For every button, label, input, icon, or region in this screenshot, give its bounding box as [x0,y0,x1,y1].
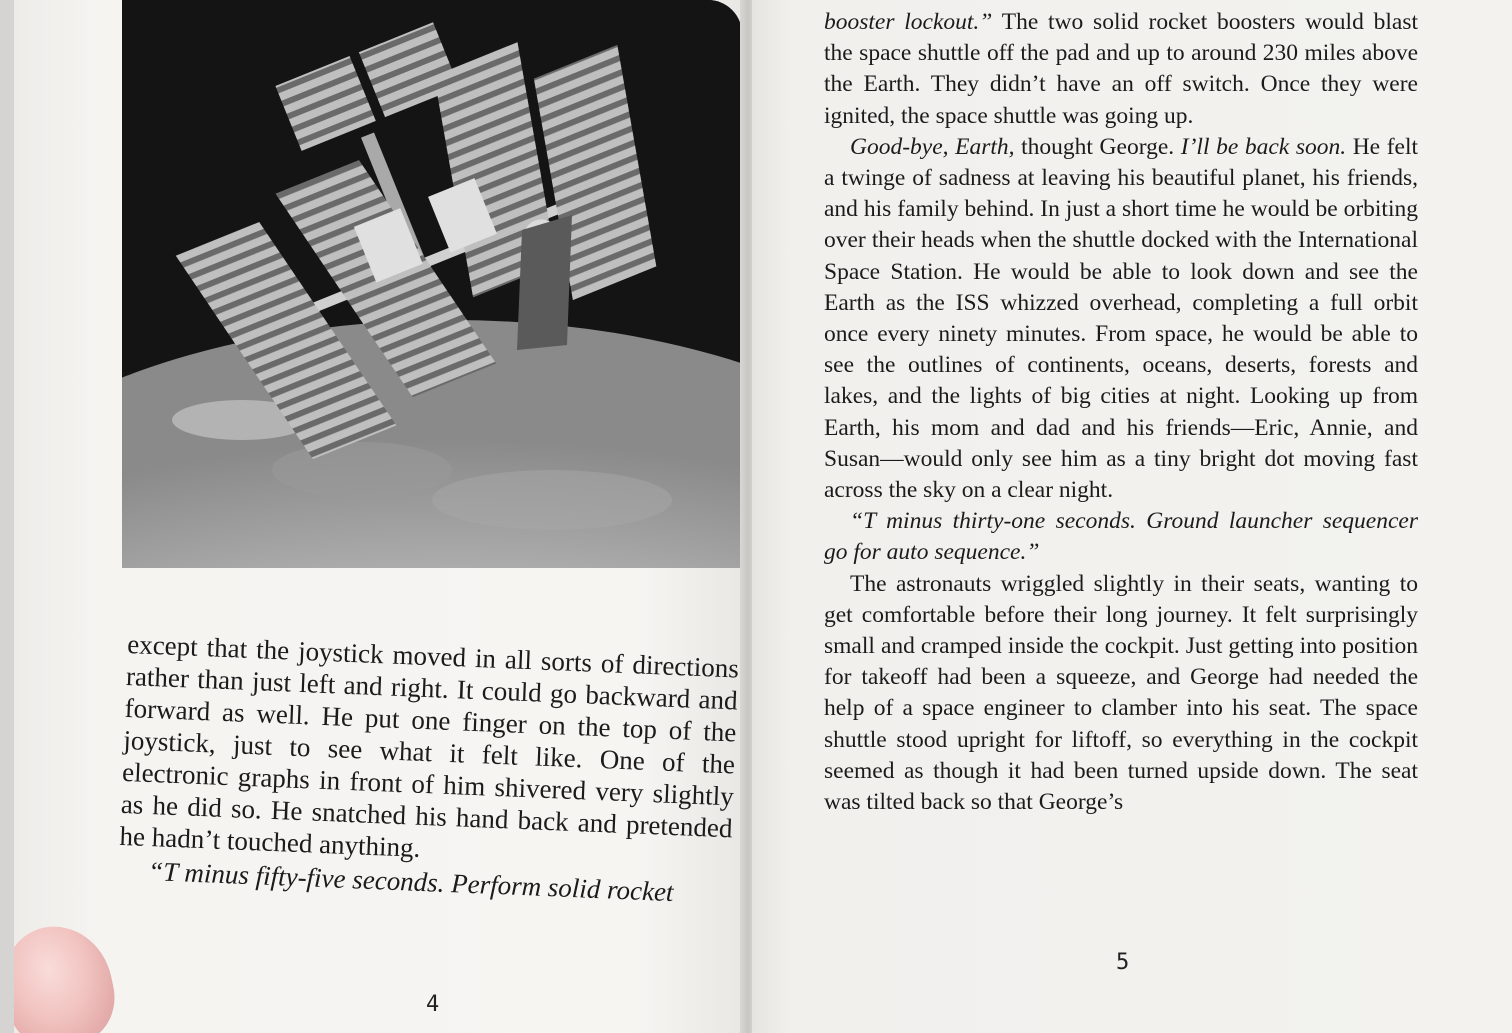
left-quote: “T minus fifty-five seconds. Perform solid rocket [147,856,675,908]
left-page-text [118,628,740,910]
right-page-text [824,7,1418,818]
space-station-image [122,0,742,568]
p3-italic: “T minus thirty-one seconds. Ground launcher sequencer go for auto sequence.” [824,508,1418,566]
right-paragraph-1 [824,7,1418,132]
space-station-illustration [122,0,742,568]
p1-rest: The two solid rocket boosters would blast the space shuttle off the pad and up to around 230 miles above the Earth. They didn’t have an off switch. Once they were ignited, the space shuttle was going up. [824,9,1418,129]
right-paragraph-2 [824,132,1418,506]
p1-italic: booster lockout.” [824,9,993,35]
bleed-through-text [173,563,734,643]
left-page [14,0,746,1033]
finger-fingertip [14,916,123,1033]
p2-mid: thought George. [1014,133,1181,160]
right-page [752,0,1512,1033]
p2-italic-b: I’ll be back soon. [1180,133,1347,160]
p2-italic-a: Good-bye, Earth, [850,133,1015,160]
left-paragraph: except that the joystick moved in all sorts of directions rather than just left and right. It could go backward and forward as well. He put one finger on the top of the joystick, just to see what it felt like. One of the electronic graphs in front of him shivered very slightly as he did so. He snatched his hand back and pretended he hadn’t touched anything. [119,628,740,863]
page-number-left: 4 [426,992,440,1017]
page-number-right: 5 [1116,950,1130,975]
p2-rest: He felt a twinge of sadness at leaving his beautiful planet, his friends, and his family behind. In just a short time he would be orbiting over their heads when the shuttle docked with the International Space Station. He would be able to look down and see the Earth as the ISS whizzed overhead, completing a full orbit once every ninety minutes. From space, he would be able to see the outlines of continents, oceans, deserts, forests and lakes, and the lights of big cities at night. Looking up from Earth, his mom and dad and his friends—Eric, Annie, and Susan—would only see him as a tiny bright dot moving fast across the sky on a clear night. [824,133,1419,504]
right-paragraph-4: The astronauts wriggled slightly in their seats, wanting to get comfortable before their long journey. It felt surprisingly small and cramped inside the cockpit. Just getting into position for takeoff had been a squeeze, and George had needed the help of a space engineer to clamber into his seat. The space shuttle stood upright for liftoff, so everything in the cockpit seemed as though it had been turned upside down. The seat was tilted back so that George’s [824,570,1418,816]
right-paragraph-3 [824,506,1418,568]
